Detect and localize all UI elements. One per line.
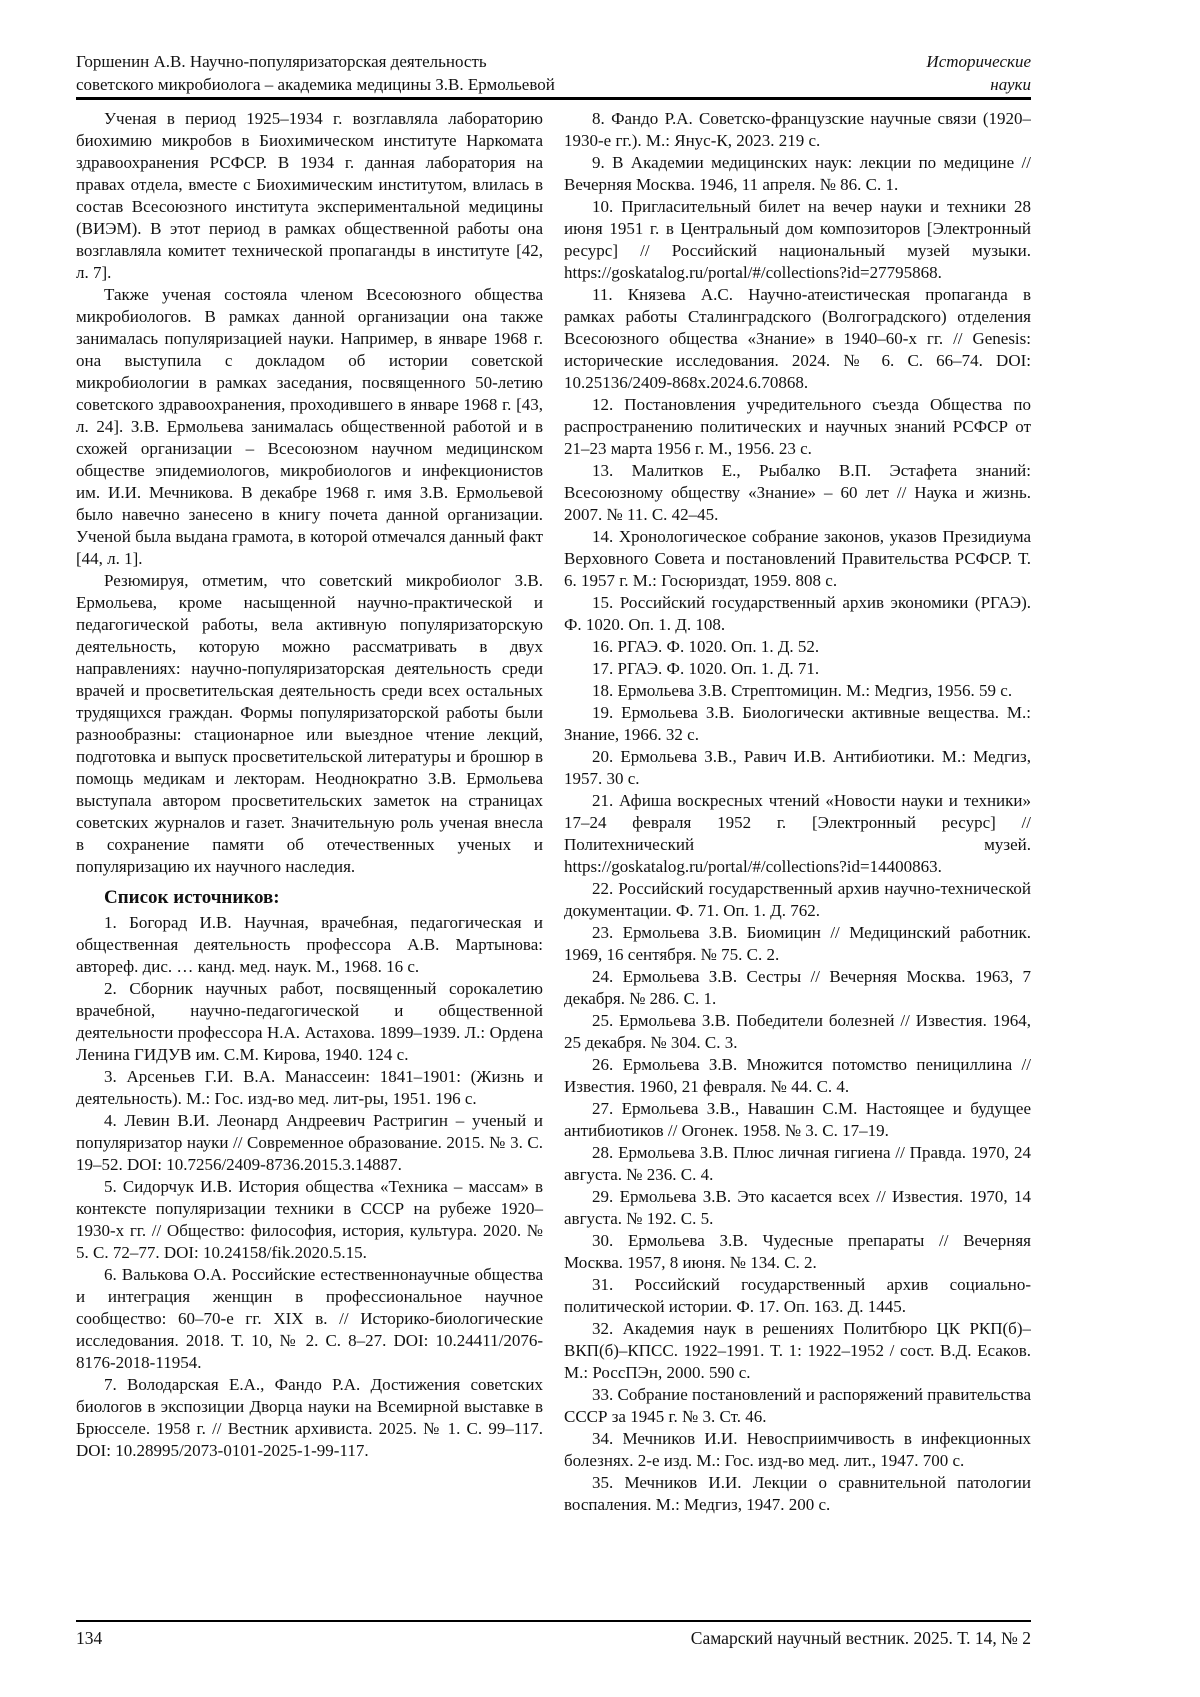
- page-number: 134: [76, 1628, 103, 1648]
- reference-item: 27. Ермольева З.В., Навашин С.М. Настоящее и будущее антибиотиков // Огонек. 1958. № 3. С. 17–19.: [564, 1099, 1031, 1140]
- reference-item: 14. Хронологическое собрание законов, указов Президиума Верховного Совета и постановлений Правительства РСФСР. Т. 6. 1957 г. М.: Госюриздат, 1959. 808 с.: [564, 527, 1031, 590]
- reference-item: 10. Пригласительный билет на вечер науки и техники 28 июня 1951 г. в Центральный дом композиторов [Электронный ресурс] // Российский национальный музей музыки. https://goskatalog.ru/portal/#/collections?id=27795868.: [564, 197, 1031, 282]
- running-head: [76, 50, 1031, 96]
- reference-item: 12. Постановления учредительного съезда Общества по распространению политических и научных знаний РСФСР от 21–23 марта 1956 г. М., 1956. 23 с.: [564, 395, 1031, 458]
- reference-item: 20. Ермольева З.В., Равич И.В. Антибиотики. М.: Медгиз, 1957. 30 с.: [564, 747, 1031, 788]
- reference-item: 18. Ермольева З.В. Стрептомицин. М.: Медгиз, 1956. 59 с.: [592, 681, 1013, 700]
- reference-item: 15. Российский государственный архив экономики (РГАЭ). Ф. 1020. Оп. 1. Д. 108.: [564, 593, 1031, 634]
- section-label-line1: Исторические: [926, 52, 1031, 71]
- reference-item: 35. Мечников И.И. Лекции о сравнительной патологии воспаления. М.: Медгиз, 1947. 200 с.: [564, 1473, 1031, 1514]
- reference-item: 31. Российский государственный архив социально-политической истории. Ф. 17. Оп. 163. Д. 1445.: [564, 1275, 1031, 1316]
- body-paragraph: Ученая в период 1925–1934 г. возглавляла лабораторию биохимию микробов в Биохимическом институте Наркомата здравоохранения РСФСР. В 1934 г. данная лаборатория на правах отдела, вместе с Биохимическим институтом, влилась в состав Всесоюзного института экспериментальной медицины (ВИЭМ). В этот период в рамках общественной работы она возглавляла комитет технической пропаганды в институте [42, л. 7].: [76, 109, 543, 282]
- reference-item: 2. Сборник научных работ, посвященный сорокалетию врачебной, научно-педагогической и общественной деятельности профессора Н.А. Астахова. 1899–1939. Л.: Ордена Ленина ГИДУВ им. С.М. Кирова, 1940. 124 с.: [76, 979, 543, 1064]
- reference-item: 3. Арсеньев Г.И. В.А. Манассеин: 1841–1901: (Жизнь и деятельность). М.: Гос. изд-во мед. лит-ры, 1951. 196 с.: [76, 1067, 543, 1108]
- reference-item: 28. Ермольева З.В. Плюс личная гигиена // Правда. 1970, 24 августа. № 236. С. 4.: [564, 1143, 1031, 1184]
- reference-item: 32. Академия наук в решениях Политбюро ЦК РКП(б)–ВКП(б)–КПСС. 1922–1991. Т. 1: 1922–1952 / сост. В.Д. Есаков. М.: РоссПЭн, 2000. 590 с.: [564, 1319, 1031, 1382]
- reference-item: 5. Сидорчук И.В. История общества «Техника – массам» в контексте популяризации техники в СССР на рубеже 1920–1930-х гг. // Общество: философия, история, культура. 2020. № 5. С. 72–77. DOI: 10.24158/fik.2020.5.15.: [76, 1177, 543, 1262]
- reference-item: 29. Ермольева З.В. Это касается всех // Известия. 1970, 14 августа. № 192. С. 5.: [564, 1187, 1031, 1228]
- reference-item: 4. Левин В.И. Леонард Андреевич Растригин – ученый и популяризатор науки // Современное образование. 2015. № 3. С. 19–52. DOI: 10.7256/2409-8736.2015.3.14887.: [76, 1111, 543, 1174]
- reference-item: 8. Фандо Р.А. Советско-французские научные связи (1920–1930-е гг.). М.: Янус-К, 2023. 219 с.: [564, 109, 1031, 150]
- running-title-line1: Горшенин А.В. Научно-популяризаторская деятельность: [76, 52, 487, 71]
- body-paragraph: Резюмируя, отметим, что советский микробиолог З.В. Ермольева, кроме насыщенной научно-практической и педагогической работы, вела активную популяризаторскую деятельность, которую можно рассматривать в двух направлениях: научно-популяризаторская деятельность среди врачей и просветительская деятельность среди всех остальных трудящихся граждан. Формы популяризаторской работы были разнообразны: стационарное или выездное чтение лекций, подготовка и выпуск просветительской литературы и брошюр в помощь медикам и лекторам. Неоднократно З.В. Ермольева выступала автором просветительских заметок на страницах советских журналов и газет. Значительную роль ученая внесла в сохранение памяти об отечественных ученых и популяризацию их научного наследия.: [76, 571, 543, 876]
- reference-item: 21. Афиша воскресных чтений «Новости науки и техники» 17–24 февраля 1952 г. [Электронный ресурс] // Политехнический музей. https://goskatalog.ru/portal/#/collections?id=14400863.: [564, 791, 1031, 876]
- reference-item: 24. Ермольева З.В. Сестры // Вечерняя Москва. 1963, 7 декабря. № 286. С. 1.: [564, 967, 1031, 1008]
- article-body: [76, 108, 1031, 1618]
- page-footer: [76, 1620, 1031, 1649]
- running-title: [76, 50, 555, 96]
- header-rule: [76, 97, 1031, 100]
- reference-item: 1. Богорад И.В. Научная, врачебная, педагогическая и общественная деятельность профессора А.В. Мартынова: автореф. дис. … канд. мед. наук. М., 1968. 16 с.: [76, 913, 543, 976]
- reference-item: 7. Володарская Е.А., Фандо Р.А. Достижения советских биологов в экспозиции Дворца науки на Всемирной выставке в Брюсселе. 1958 г. // Вестник архивиста. 2025. № 1. С. 99–117. DOI: 10.28995/2073-0101-2025-1-99-117.: [76, 1375, 543, 1460]
- journal-imprint: Самарский научный вестник. 2025. Т. 14, № 2: [690, 1628, 1031, 1648]
- reference-item: 26. Ермольева З.В. Множится потомство пенициллина // Известия. 1960, 21 февраля. № 44. С. 4.: [564, 1055, 1031, 1096]
- reference-item: 13. Малитков Е., Рыбалко В.П. Эстафета знаний: Всесоюзному обществу «Знание» – 60 лет // Наука и жизнь. 2007. № 11. С. 42–45.: [564, 461, 1031, 524]
- reference-item: 23. Ермольева З.В. Биомицин // Медицинский работник. 1969, 16 сентября. № 75. С. 2.: [564, 923, 1031, 964]
- reference-item: 25. Ермольева З.В. Победители болезней // Известия. 1964, 25 декабря. № 304. С. 3.: [564, 1011, 1031, 1052]
- reference-item: 30. Ермольева З.В. Чудесные препараты // Вечерняя Москва. 1957, 8 июня. № 134. С. 2.: [564, 1231, 1031, 1272]
- reference-item: 16. РГАЭ. Ф. 1020. Оп. 1. Д. 52.: [592, 637, 820, 656]
- reference-item: 22. Российский государственный архив научно-технической документации. Ф. 71. Оп. 1. Д. 762.: [564, 879, 1031, 920]
- body-paragraph: Также ученая состояла членом Всесоюзного общества микробиологов. В рамках данной организации она также занималась популяризацией науки. Например, в январе 1968 г. она выступила с докладом об истории советской микробиологии в рамках заседания, посвященного 50-летию советского здравоохранения, проходившего в январе 1968 г. [43, л. 24]. З.В. Ермольева занималась общественной работой и в схожей организации – Всесоюзном научном медицинском обществе эпидемиологов, микробиологов и инфекционистов им. И.И. Мечникова. В декабре 1968 г. имя З.В. Ермольевой было навечно занесено в книгу почета данной организации. Ученой была выдана грамота, в которой отмечался данный факт [44, л. 1].: [76, 285, 543, 568]
- right-column: [564, 108, 1031, 1618]
- references-heading: Список источников:: [104, 887, 280, 908]
- running-title-line2: советского микробиолога – академика медицины З.В. Ермольевой: [76, 75, 555, 94]
- reference-item: 34. Мечников И.И. Невосприимчивость в инфекционных болезнях. 2-е изд. М.: Гос. изд-во мед. лит., 1947. 700 с.: [564, 1429, 1031, 1470]
- section-label-line2: науки: [990, 75, 1031, 94]
- section-label: [926, 50, 1031, 96]
- left-column: [76, 108, 543, 1618]
- reference-item: 33. Собрание постановлений и распоряжений правительства СССР за 1945 г. № 3. Ст. 46.: [564, 1385, 1031, 1426]
- reference-item: 19. Ермольева З.В. Биологически активные вещества. М.: Знание, 1966. 32 с.: [564, 703, 1031, 744]
- reference-item: 11. Князева А.С. Научно-атеистическая пропаганда в рамках работы Сталинградского (Волгоградского) отделения Всесоюзного общества «Знание» в 1940–60-х гг. // Genesis: исторические исследования. 2024. № 6. С. 66–74. DOI: 10.25136/2409-868x.2024.6.70868.: [564, 285, 1031, 392]
- reference-item: 9. В Академии медицинских наук: лекции по медицине // Вечерняя Москва. 1946, 11 апреля. № 86. С. 1.: [564, 153, 1031, 194]
- reference-item: 17. РГАЭ. Ф. 1020. Оп. 1. Д. 71.: [592, 659, 820, 678]
- reference-item: 6. Валькова О.А. Российские естественнонаучные общества и интеграция женщин в профессиональное научное сообщество: 60–70-е гг. XIX в. // Историко-биологические исследования. 2018. Т. 10, № 2. С. 8–27. DOI: 10.24411/2076-8176-2018-11954.: [76, 1265, 543, 1372]
